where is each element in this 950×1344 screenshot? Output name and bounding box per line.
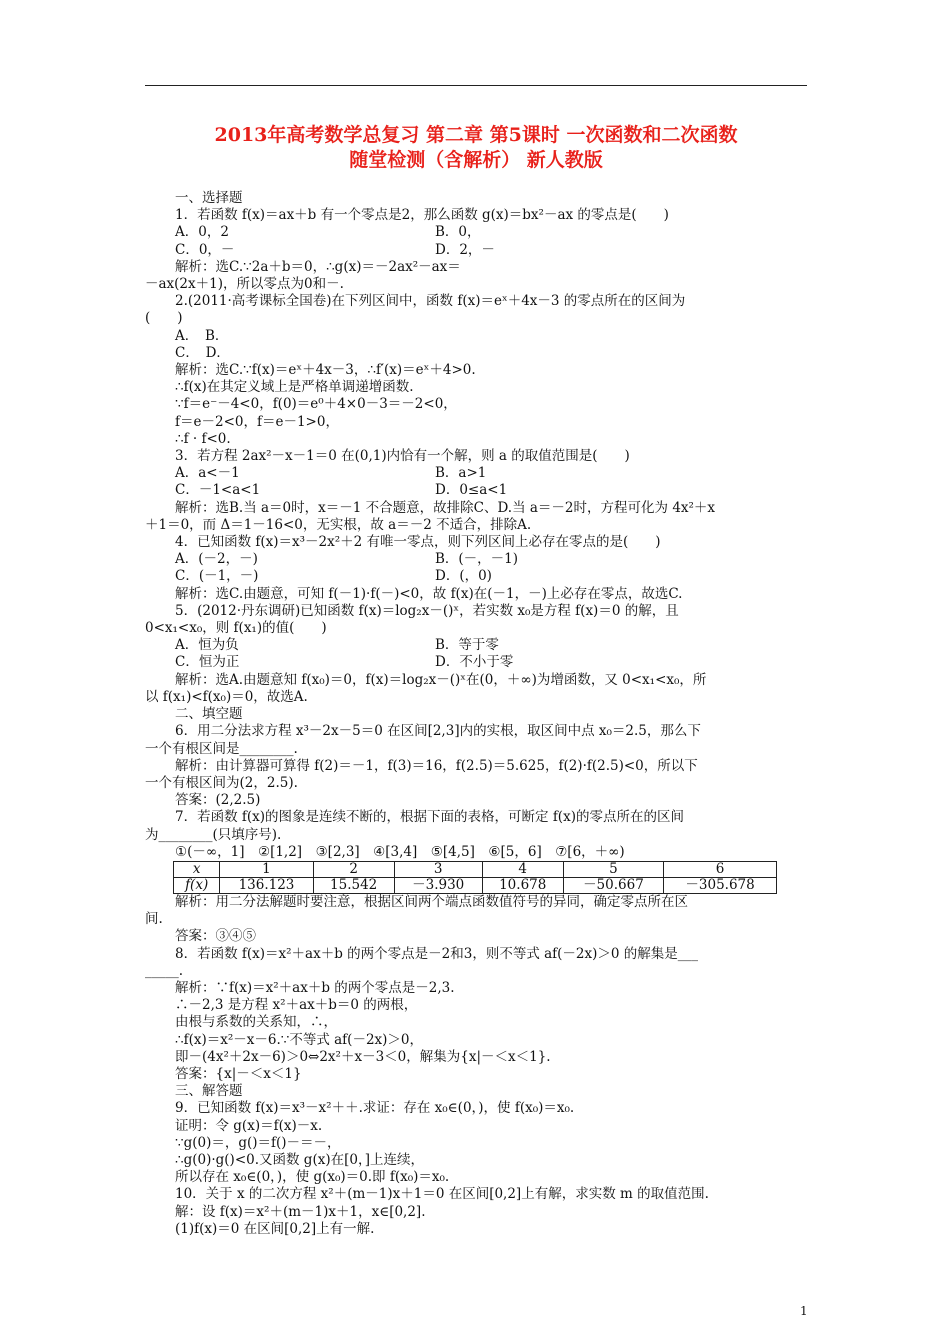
question-8-cont: _____. bbox=[145, 962, 184, 979]
solution-line: 解析：选C.∵2a＋b＝0，∴g(x)＝－2ax²－ax＝ bbox=[175, 258, 461, 275]
solution-line: ＋1＝0，而 Δ＝1－16<0，无实根，故 a＝－2 不适合，排除A. bbox=[145, 516, 532, 533]
question-10: 10．关于 x 的二次方程 x²＋(m－1)x＋1＝0 在区间[0,2]上有解，求实数 m 的取值范围. bbox=[175, 1186, 709, 1203]
question-9: 9．已知函数 f(x)＝x³－x²＋＋.求证：存在 x₀∈(0，)，使 f(x₀)＝x₀. bbox=[175, 1100, 575, 1117]
solution-line: ∴－2,3 是方程 x²＋ax＋b＝0 的两根， bbox=[175, 997, 418, 1014]
options-row bbox=[145, 654, 807, 671]
proof-line: 证明：令 g(x)＝f(x)－x. bbox=[175, 1117, 323, 1134]
title-line-2: 随堂检测（含解析） 新人教版 bbox=[349, 149, 603, 171]
option-c: C．－1<a<1 bbox=[175, 482, 261, 499]
table-cell: f(x) bbox=[174, 877, 220, 893]
question-6: 6．用二分法求方程 x³－2x－5＝0 在区间[2,3]内的实根，取区间中点 x₀＝2.5，那么下 bbox=[175, 723, 701, 740]
options-ab: A． B． bbox=[175, 327, 229, 344]
solution-line: 即－(4x²＋2x－6)＞0⇔2x²＋x－3＜0，解集为{x|－＜x＜1}. bbox=[175, 1048, 551, 1065]
title-line-1: 2013年高考数学总复习 第二章 第5课时 一次函数和二次函数 bbox=[214, 124, 738, 146]
question-2: 2.(2011·高考课标全国卷)在下列区间中，函数 f(x)＝eˣ＋4x－3 的零点所在的区间为 bbox=[175, 293, 686, 310]
option-a: A．恒为负 bbox=[175, 637, 239, 654]
table-cell: －50.667 bbox=[563, 877, 663, 893]
table-cell: 1 bbox=[220, 861, 313, 877]
document-title bbox=[145, 123, 807, 173]
option-b: B．a>1 bbox=[435, 465, 487, 482]
option-a: A．(－2，－) bbox=[175, 551, 258, 568]
option-d: D．不小于零 bbox=[435, 654, 514, 671]
options-cd: C． D． bbox=[175, 344, 230, 361]
table-cell: －305.678 bbox=[664, 877, 777, 893]
options-row bbox=[145, 242, 807, 259]
table-cell: 6 bbox=[664, 861, 777, 877]
question-4: 4．已知函数 f(x)＝x³－2x²＋2 有唯一零点，则下列区间上必存在零点的是( ) bbox=[175, 534, 661, 551]
solution-line: 解析：选B.当 a＝0时，x＝－1 不合题意，故排除C、D.当 a＝－2时，方程可化为 4x²＋x bbox=[175, 499, 716, 516]
proof-line: 所以存在 x₀∈(0，)，使 g(x₀)＝0.即 f(x₀)＝x₀. bbox=[175, 1169, 450, 1186]
answer-line: 答案：{x|－＜x＜1} bbox=[175, 1065, 302, 1082]
option-d: D．(，0) bbox=[435, 568, 492, 585]
question-1: 1．若函数 f(x)＝ax＋b 有一个零点是2，那么函数 g(x)＝bx²－ax 的零点是( ) bbox=[175, 207, 669, 224]
solution-line: 解析：由计算器可算得 f(2)＝－1，f(3)＝16，f(2.5)＝5.625，f(2)·f(2.5)<0，所以下 bbox=[175, 757, 698, 774]
option-a: A．0，2 bbox=[175, 224, 229, 241]
solution-line: ∵f＝e⁻－4<0，f(0)＝e⁰＋4×0－3＝－2<0， bbox=[175, 396, 457, 413]
option-c: C．(－1，－) bbox=[175, 568, 259, 585]
table-cell: 4 bbox=[482, 861, 563, 877]
solution-line: (1)f(x)＝0 在区间[0,2]上有一解. bbox=[175, 1220, 375, 1237]
option-c: C．恒为正 bbox=[175, 654, 240, 671]
table-cell: －3.930 bbox=[394, 877, 482, 893]
options-row bbox=[145, 568, 807, 585]
options-row bbox=[145, 637, 807, 654]
proof-line: ∵g(0)＝，g()＝f()－＝－， bbox=[175, 1134, 341, 1151]
solution-line: ∴f(x)在其定义域上是严格单调递增函数. bbox=[175, 379, 414, 396]
question-6-cont: 一个有根区间是________. bbox=[145, 740, 298, 757]
solution-line: 以 f(x₁)<f(x₀)＝0，故选A. bbox=[145, 688, 308, 705]
option-b: B．0， bbox=[435, 224, 481, 241]
solution-line: 解：设 f(x)＝x²＋(m－1)x＋1，x∈[0,2]. bbox=[175, 1203, 426, 1220]
solution-line: 由根与系数的关系知，∴， bbox=[175, 1014, 337, 1031]
options-row bbox=[145, 224, 807, 241]
section-heading: 一、选择题 bbox=[175, 190, 243, 206]
solution-line: 解析：用二分法解题时要注意，根据区间两个端点函数值符号的异同，确定零点所在区 bbox=[175, 893, 688, 910]
options-row bbox=[145, 482, 807, 499]
table-cell: 2 bbox=[313, 861, 394, 877]
page-number: 1 bbox=[800, 1304, 808, 1318]
solution-line: f＝e－2<0，f＝e－1>0， bbox=[175, 413, 339, 430]
table-cell: 136.123 bbox=[220, 877, 313, 893]
options-row bbox=[145, 465, 807, 482]
option-a: A．a<－1 bbox=[175, 465, 240, 482]
solution-line: ∴f(x)＝x²－x－6.∵不等式 af(－2x)＞0， bbox=[175, 1031, 424, 1048]
solution-line: 解析：选C.由题意，可知 f(－1)·f(－)<0，故 f(x)在(－1，－)上必存在零点，故选C. bbox=[175, 585, 683, 602]
question-5-cont: 0<x₁<x₀，则 f(x₁)的值( ) bbox=[145, 620, 327, 637]
question-3: 3．若方程 2ax²－x－1＝0 在(0,1)内恰有一个解，则 a 的取值范围是( ) bbox=[175, 448, 630, 465]
question-5: 5．(2012·丹东调研)已知函数 f(x)＝log₂x－()ˣ，若实数 x₀是方程 f(x)＝0 的解，且 bbox=[175, 602, 679, 619]
table-cell: 15.542 bbox=[313, 877, 394, 893]
solution-line: 解析：选A.由题意知 f(x₀)＝0，f(x)＝log₂x－()ˣ在(0，＋∞)为增函数，又 0<x₁<x₀，所 bbox=[175, 671, 707, 688]
option-d: D．0≤a<1 bbox=[435, 482, 508, 499]
solution-line: ∴f · f<0. bbox=[175, 430, 231, 447]
table-cell: x bbox=[174, 861, 220, 877]
solution-line: －ax(2x＋1)，所以零点为0和－. bbox=[145, 276, 344, 293]
question-7: 7．若函数 f(x)的图象是连续不断的，根据下面的表格，可断定 f(x)的零点所在的区间 bbox=[175, 809, 684, 826]
option-d: D．2，－ bbox=[435, 241, 495, 258]
solution-line: 解析：选C.∵f(x)＝eˣ＋4x－3，∴f′(x)＝eˣ＋4>0. bbox=[175, 362, 476, 379]
options-row bbox=[145, 551, 807, 568]
question-8: 8．若函数 f(x)＝x²＋ax＋b 的两个零点是－2和3，则不等式 af(－2x)＞0 的解集是___ bbox=[175, 945, 699, 962]
option-c: C．0，－ bbox=[175, 241, 235, 258]
answer-line: 答案：(2,2.5) bbox=[175, 792, 261, 809]
table-row bbox=[174, 861, 777, 877]
section-heading: 三、解答题 bbox=[175, 1083, 243, 1100]
table-row bbox=[174, 877, 777, 893]
question-7-cont: 为________(只填序号). bbox=[145, 826, 282, 843]
section-heading: 二、填空题 bbox=[175, 706, 243, 723]
option-b: B．(－，－1) bbox=[435, 551, 519, 568]
interval-options: ①(－∞，1] ②[1,2] ③[2,3] ④[3,4] ⑤[4,5] ⑥[5，6] ⑦[6，＋∞) bbox=[175, 843, 625, 860]
table-cell: 5 bbox=[563, 861, 663, 877]
header-rule bbox=[145, 85, 807, 86]
table-cell: 3 bbox=[394, 861, 482, 877]
solution-line: 一个有根区间为(2，2.5). bbox=[145, 774, 298, 791]
proof-line: ∴g(0)·g()<0.又函数 g(x)在[0，]上连续， bbox=[175, 1151, 424, 1168]
option-b: B．等于零 bbox=[435, 637, 499, 654]
solution-line: 间. bbox=[145, 911, 163, 928]
table-cell: 10.678 bbox=[482, 877, 563, 893]
answer-line: 答案：③④⑤ bbox=[175, 928, 256, 945]
question-2-cont: ( ) bbox=[145, 310, 183, 327]
document-body bbox=[145, 190, 807, 1238]
values-table bbox=[173, 861, 777, 894]
solution-line: 解析：∵f(x)＝x²＋ax＋b 的两个零点是－2,3. bbox=[175, 979, 455, 996]
